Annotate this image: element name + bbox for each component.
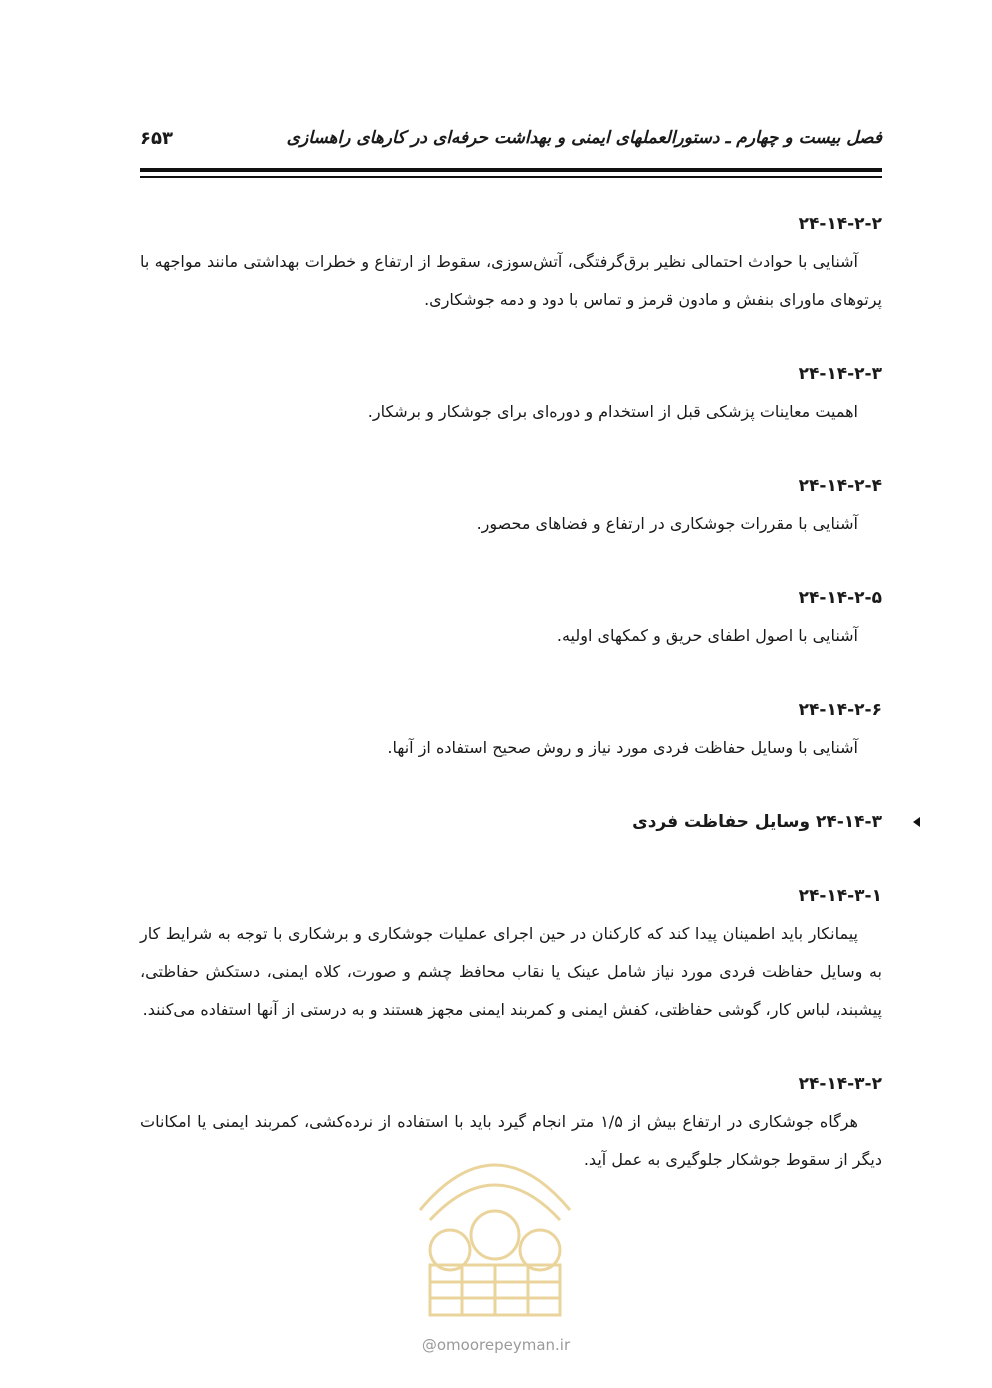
section-number: ۲۴-۱۴-۳-۲ xyxy=(798,1074,882,1094)
section-block xyxy=(140,467,882,543)
header-rule-thick xyxy=(140,168,882,172)
section-text: پیمانکار باید اطمینان پیدا کند که کارکنان در حین اجرای عملیات جوشکاری و برشکاری با توجه به شرایط کار به وسایل حفاظت فردی مورد نیاز شامل عینک یا نقاب محافظ چشم و صورت، کلاه ایمنی، دستکش حفاظتی، پیشبند، لباس کار، گوشی حفاظتی، کفش ایمنی و کمربند ایمنی مجهز هستند و به درستی از آنها استفاده می‌کنند. xyxy=(140,924,882,1019)
section-number: ۲۴-۱۴-۲-۵ xyxy=(798,588,882,608)
section-number: ۲۴-۱۴-۲-۲ xyxy=(798,214,882,234)
section-block xyxy=(140,1065,882,1179)
page-number: ۶۵۳ xyxy=(140,128,173,149)
watermark-url: @omoorepeyman.ir xyxy=(421,1336,571,1354)
chapter-title: فصل بیست و چهارم ـ دستورالعملهای ایمنی و بهداشت حرفه‌ای در کارهای راهسازی xyxy=(286,128,882,148)
section-number: ۲۴-۱۴-۲-۴ xyxy=(798,476,882,496)
section-text: آشنایی با اصول اطفای حریق و کمکهای اولیه. xyxy=(556,626,858,645)
page-content xyxy=(140,205,882,1215)
section-number: ۲۴-۱۴-۲-۶ xyxy=(798,700,882,720)
section-block xyxy=(140,877,882,1029)
header-rule-thin xyxy=(140,176,882,178)
section-text: هرگاه جوشکاری در ارتفاع بیش از ۱/۵ متر انجام گیرد باید با استفاده از نرده‌کشی، کمربند ایمنی یا امکانات دیگر از سقوط جوشکار جلوگیری به عمل آید. xyxy=(140,1112,882,1169)
section-number: ۲۴-۱۴-۳-۱ xyxy=(798,886,882,906)
section-text: اهمیت معاینات پزشکی قبل از استخدام و دوره‌ای برای جوشکار و برشکار. xyxy=(367,402,858,421)
page-header xyxy=(140,128,882,158)
section-number: ۲۴-۱۴-۲-۳ xyxy=(798,364,882,384)
section-text: آشنایی با حوادث احتمالی نظیر برق‌گرفتگی، آتش‌سوزی، سقوط از ارتفاع و خطرات بهداشتی مانند مواجهه با پرتوهای ماورای بنفش و مادون قرمز و تماس با دود و دمه جوشکاری. xyxy=(140,252,882,309)
triangle-bullet-icon xyxy=(913,817,920,827)
section-block xyxy=(140,205,882,319)
heading-text: ۲۴-۱۴-۳ وسایل حفاظت فردی xyxy=(632,812,882,832)
section-block xyxy=(140,355,882,431)
section-block xyxy=(140,579,882,655)
section-block xyxy=(140,691,882,767)
section-text: آشنایی با وسایل حفاظت فردی مورد نیاز و روش صحیح استفاده از آنها. xyxy=(387,738,858,757)
section-text: آشنایی با مقررات جوشکاری در ارتفاع و فضاهای محصور. xyxy=(476,514,858,533)
subsection-heading xyxy=(140,803,882,841)
